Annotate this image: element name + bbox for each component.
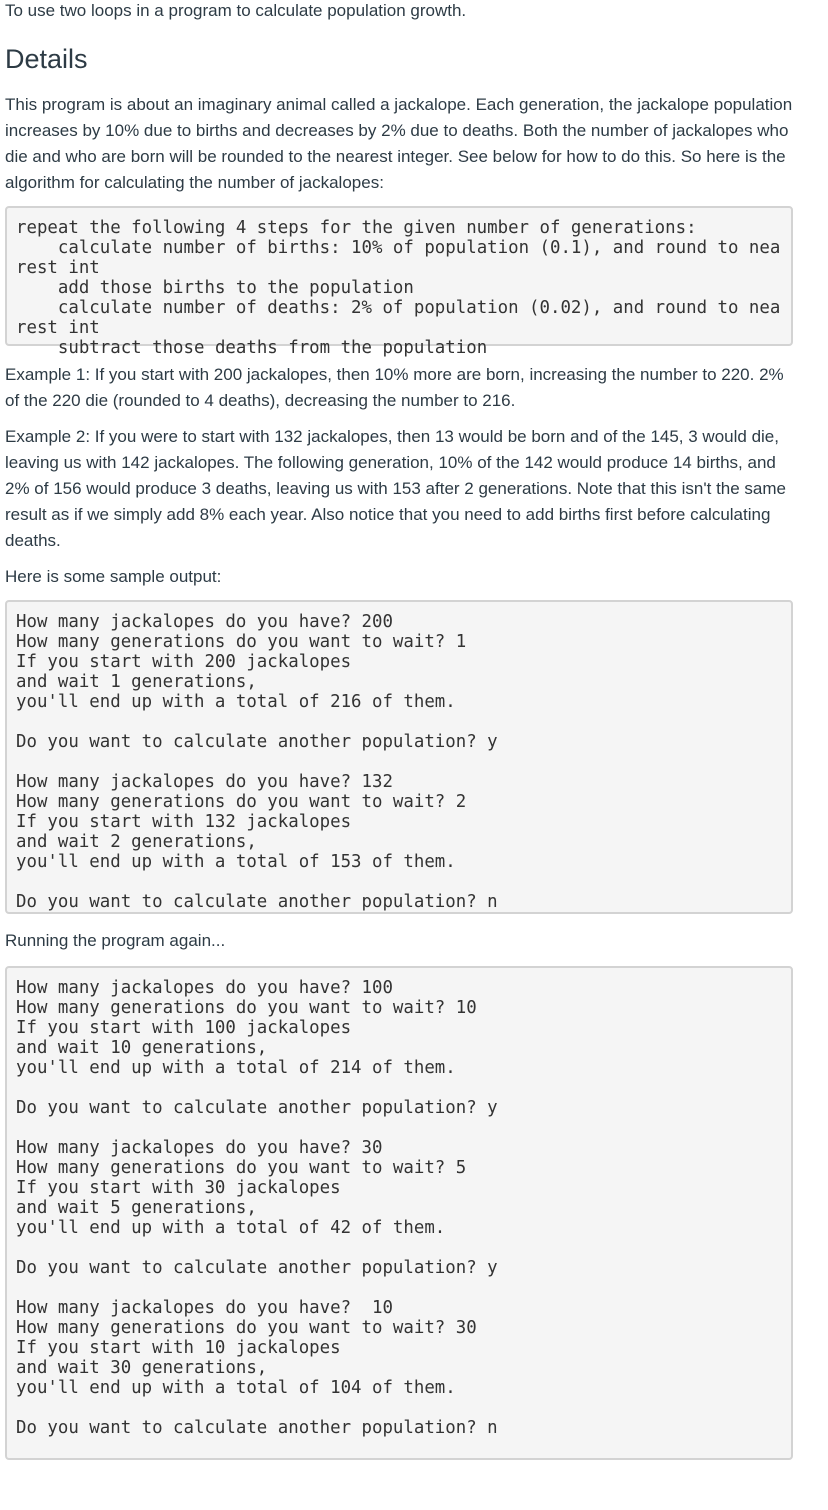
sample-1-prompt-1: Do you want to calculate another population? y xyxy=(16,732,498,752)
sample-output-2-block xyxy=(5,966,793,1460)
algorithm-code-block: repeat the following 4 steps for the given number of generations: calculate number of births: 10% of population (0.1), and round to nearest int add those births to the population calculate number of deaths: 2% of population (0.02), and round to nearest int subtract those deaths from the population xyxy=(5,206,793,346)
sample-2-run-3: How many jackalopes do you have? 10 How many generations do you want to wait? 30 If you start with 10 jackalopes and wait 30 generations, you'll end up with a total of 104 of them. xyxy=(16,1298,477,1398)
example-1-paragraph: Example 1: If you start with 200 jackalopes, then 10% more are born, increasing the number to 220. 2% of the 220 die (rounded to 4 deaths), decreasing the number to 216. xyxy=(5,365,784,410)
intro-paragraph: This program is about an imaginary animal called a jackalope. Each generation, the jackalope population increases by 10% due to births and decreases by 2% due to deaths. Both the number of jackalopes who die and who are born will be rounded to the nearest integer. See below for how to do this. So here is the algorithm for calculating the number of jackalopes: xyxy=(5,95,793,192)
example-2-paragraph: Example 2: If you were to start with 132 jackalopes, then 13 would be born and of the 145, 3 would die, leaving us with 142 jackalopes. The following generation, 10% of the 142 would produce 14 births, and 2% of 156 would produce 3 deaths, leaving us with 153 after 2 generations. Note that this isn't the same result as if we simply add 8% each year. Also notice that you need to add births first before calculating deaths. xyxy=(5,427,787,550)
sample-2-run-1: How many jackalopes do you have? 100 How many generations do you want to wait? 10 If you start with 100 jackalopes and wait 10 generations, you'll end up with a total of 214 of them. xyxy=(16,978,477,1078)
sample-2-prompt-2: Do you want to calculate another population? y xyxy=(16,1258,498,1278)
sample-2-prompt-1: Do you want to calculate another population? y xyxy=(16,1098,498,1118)
sample-output-1-block xyxy=(5,600,793,914)
purpose-text: To use two loops in a program to calculate population growth. xyxy=(5,1,467,20)
sample-1-prompt-2: Do you want to calculate another population? n xyxy=(16,892,498,912)
sample-2-run-2: How many jackalopes do you have? 30 How many generations do you want to wait? 5 If you start with 30 jackalopes and wait 5 generations, you'll end up with a total of 42 of them. xyxy=(16,1138,467,1238)
sample-2-prompt-3: Do you want to calculate another population? n xyxy=(16,1418,498,1438)
sample-intro-text: Here is some sample output: xyxy=(5,567,222,586)
sample-1-run-1: How many jackalopes do you have? 200 How many generations do you want to wait? 1 If you start with 200 jackalopes and wait 1 generations, you'll end up with a total of 216 of them. xyxy=(16,612,467,712)
running-again-text: Running the program again... xyxy=(5,931,226,950)
sample-1-run-2: How many jackalopes do you have? 132 How many generations do you want to wait? 2 If you start with 132 jackalopes and wait 2 generations, you'll end up with a total of 153 of them. xyxy=(16,772,467,872)
details-heading: Details xyxy=(5,44,88,74)
